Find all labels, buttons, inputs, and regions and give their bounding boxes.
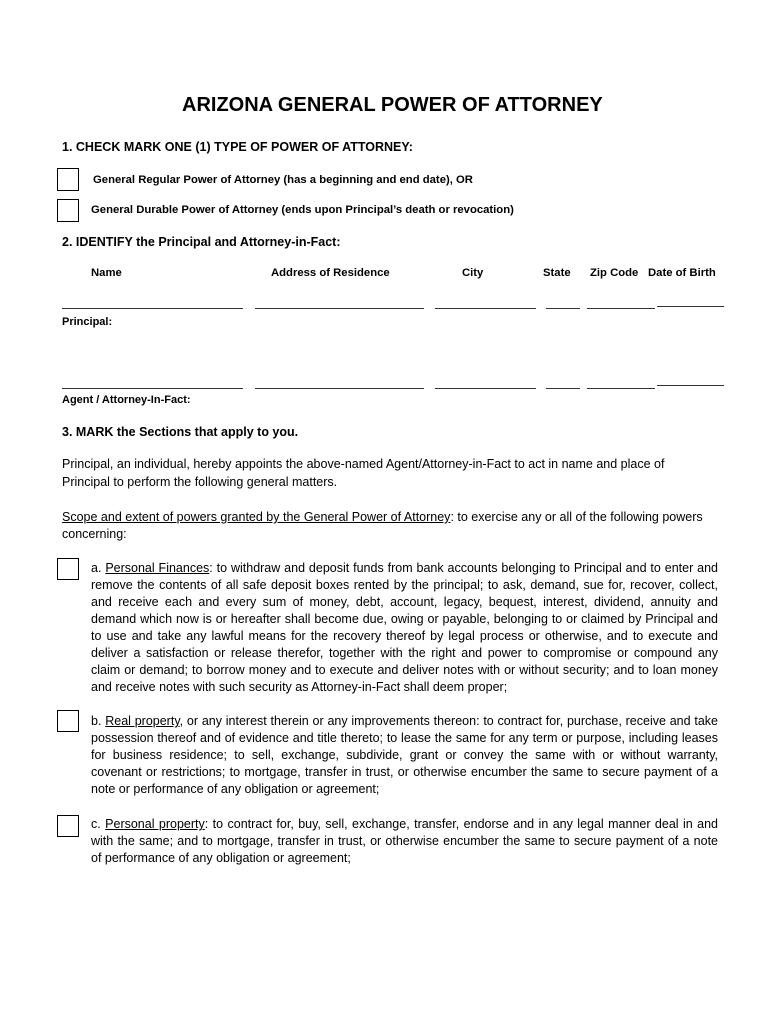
agent-city-field[interactable] [435,371,536,389]
real-property-checkbox[interactable] [57,710,79,732]
paragraph-line: to use and take any lawful means for the recovery thereof by legal process or otherwise, and to execute and [91,629,718,643]
column-header-address: Address of Residence [271,267,390,279]
paragraph-line: deliver a satisfaction or release therefor, together with the right and power to compromise or compound any [91,646,718,660]
principal-city-field[interactable] [435,291,536,309]
principal-zip-field[interactable] [587,291,655,309]
column-header-dob: Date of Birth [648,267,716,279]
paragraph-line: covenant or restrictions; to mortgage, transfer in trust, or otherwise encumber the same to secure payment of a [91,765,718,779]
regular-poa-label: General Regular Power of Attorney (has a beginning and end date), OR [93,174,473,186]
personal-property-paragraph [91,816,718,867]
scope-line: concerning: [62,527,127,541]
column-header-name: Name [91,267,122,279]
paragraph-line: claim or demand; to borrow money and to execute and deliver notes with or without security; and to loan money [91,663,718,677]
agent-zip-field[interactable] [587,371,655,389]
scope-line [62,509,703,526]
regular-poa-checkbox[interactable] [57,168,79,191]
paragraph-line: and receive notes with such security as Attorney-in-Fact shall deem proper; [91,680,508,694]
item-title: Personal Finances [105,561,210,575]
principal-state-field[interactable] [546,291,580,309]
agent-state-field[interactable] [546,371,580,389]
item-letter: c. [91,817,106,831]
paragraph-line: possession thereof and of evidence and title thereto; to lease the same for any term or purpose, including leases [91,731,718,745]
paragraph-line: note or performance of any obligation or agreement; [91,782,380,796]
item-letter: a. [91,561,106,575]
paragraph-line [91,816,718,833]
item-title: Real property [105,714,180,728]
principal-address-field[interactable] [255,291,424,309]
column-header-zip: Zip Code [590,267,639,279]
personal-property-checkbox[interactable] [57,815,79,837]
column-header-state: State [543,267,571,279]
paragraph-line: demand which now is or hereafter shall become due, owing or payable, belonging to or claimed by Principal and [91,612,718,626]
scope-text: : to exercise any or all of the following powers [450,510,703,524]
intro-paragraph [62,455,664,491]
paragraph-line: with the same; and to mortgage, transfer in trust, or otherwise encumber the same to secure payment of a note [91,834,718,848]
agent-dob-field[interactable] [657,368,724,386]
paragraph-line [91,713,718,730]
paragraph-line: and receive each and every sum of money, debt, account, legacy, bequest, interest, dividend, annuity and [91,595,718,609]
column-header-city: City [462,267,484,279]
item-text: : to withdraw and deposit funds from bank accounts belonging to Principal and to enter and [209,561,718,575]
scope-heading: Scope and extent of powers granted by the General Power of Attorney [62,510,451,524]
intro-line: Principal to perform the following general matters. [62,475,338,489]
paragraph-line: of performance of any obligation or agreement; [91,851,351,865]
paragraph-line: remove the contents of all safe deposit boxes rented by the principal; to ask, demand, sue for, recover, collect, [91,578,718,592]
item-letter: b. [91,714,106,728]
agent-name-field[interactable] [62,371,243,389]
durable-poa-checkbox[interactable] [57,199,79,222]
section-3-heading: 3. MARK the Sections that apply to you. [62,425,299,439]
agent-row-label: Agent / Attorney-In-Fact: [62,394,191,406]
item-text: , or any interest therein or any improvements thereon: to contract for, purchase, receive and take [179,714,718,728]
principal-dob-field[interactable] [657,289,724,307]
intro-line: Principal, an individual, hereby appoints the above-named Agent/Attorney-in-Fact to act in name and place of [62,457,665,471]
agent-address-field[interactable] [255,371,424,389]
personal-finances-paragraph [91,560,718,696]
section-2-heading: 2. IDENTIFY the Principal and Attorney-in-Fact: [62,235,341,249]
paragraph-line [91,560,718,577]
scope-paragraph [62,509,703,543]
durable-poa-label: General Durable Power of Attorney (ends upon Principal’s death or revocation) [91,204,514,216]
real-property-paragraph [91,713,718,798]
principal-row-label: Principal: [62,316,113,328]
document-title: ARIZONA GENERAL POWER OF ATTORNEY [182,94,603,116]
item-text: : to contract for, buy, sell, exchange, transfer, endorse and in any legal manner deal in and [204,817,718,831]
item-title: Personal property [105,817,205,831]
paragraph-line: for business residence; to sell, exchange, subdivide, grant or convey the same with or without warranty, [91,748,718,762]
personal-finances-checkbox[interactable] [57,558,79,580]
principal-name-field[interactable] [62,291,243,309]
section-1-heading: 1. CHECK MARK ONE (1) TYPE OF POWER OF ATTORNEY: [62,140,413,154]
